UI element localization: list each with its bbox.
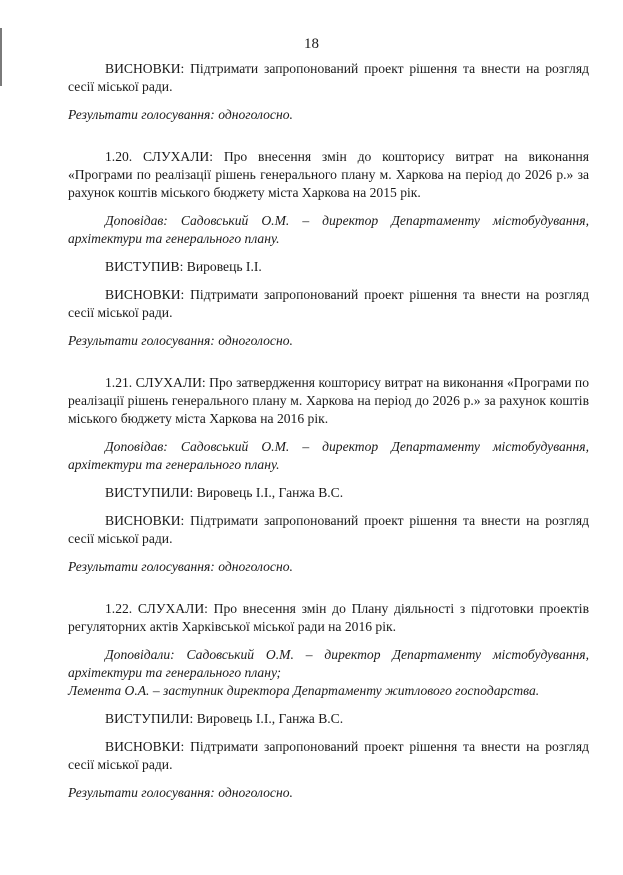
minutes-body: [68, 60, 589, 802]
item-1-21-heard: 1.21. СЛУХАЛИ: Про затвердження кошторису витрат на виконання «Програми по реалізації рішень генерального плану м. Харкова на період до 2026 р.» за рахунок коштів міського бюджету міста Харкова на 2016 рік.: [68, 375, 589, 426]
item-1-21-voting-result: Результати голосування: одноголосно.: [68, 559, 293, 574]
item-1-20-spoke: ВИСТУПИВ: Вировець І.І.: [105, 259, 262, 274]
item-1-20-heard: 1.20. СЛУХАЛИ: Про внесення змін до кошторису витрат на виконання «Програми по реалізації рішень генерального плану м. Харкова на період до 2026 р.» за рахунок коштів міського бюджету міста Харкова на 2015 рік.: [68, 149, 589, 200]
item-1-21-spoke: ВИСТУПИЛИ: Вировець І.І., Ганжа В.С.: [105, 485, 344, 500]
item-1-22-voting-result: Результати голосування: одноголосно.: [68, 785, 293, 800]
item-1-20-reported: Доповідав: Садовський О.М. – директор Департаменту містобудування, архітектури та генерального плану.: [68, 213, 589, 246]
item-1-22-spoke: ВИСТУПИЛИ: Вировець І.І., Ганжа В.С.: [105, 711, 344, 726]
item-1-20-voting-result: Результати голосування: одноголосно.: [68, 333, 293, 348]
item-1-22-reported: Доповідали: Садовський О.М. – директор Департаменту містобудування, архітектури та генерального плану;: [68, 647, 589, 680]
item-1-22-conclusions: ВИСНОВКИ: Підтримати запропонований проект рішення та внести на розгляд сесії міської ради.: [68, 739, 589, 772]
item-1-21-conclusions: ВИСНОВКИ: Підтримати запропонований проект рішення та внести на розгляд сесії міської ради.: [68, 513, 589, 546]
item-1-22-reported-second: Лемента О.А. – заступник директора Департаменту житлового господарства.: [68, 683, 540, 698]
page-number: 18: [304, 36, 319, 52]
conclusions-paragraph: ВИСНОВКИ: Підтримати запропонований проект рішення та внести на розгляд сесії міської ради.: [68, 61, 589, 94]
item-1-22-heard: 1.22. СЛУХАЛИ: Про внесення змін до Плану діяльності з підготовки проектів регуляторних актів Харківської міської ради на 2016 рік.: [68, 601, 589, 634]
voting-result: Результати голосування: одноголосно.: [68, 107, 293, 122]
item-1-20-conclusions: ВИСНОВКИ: Підтримати запропонований проект рішення та внести на розгляд сесії міської ради.: [68, 287, 589, 320]
item-1-21-reported: Доповідав: Садовський О.М. – директор Департаменту містобудування, архітектури та генерального плану.: [68, 439, 589, 472]
